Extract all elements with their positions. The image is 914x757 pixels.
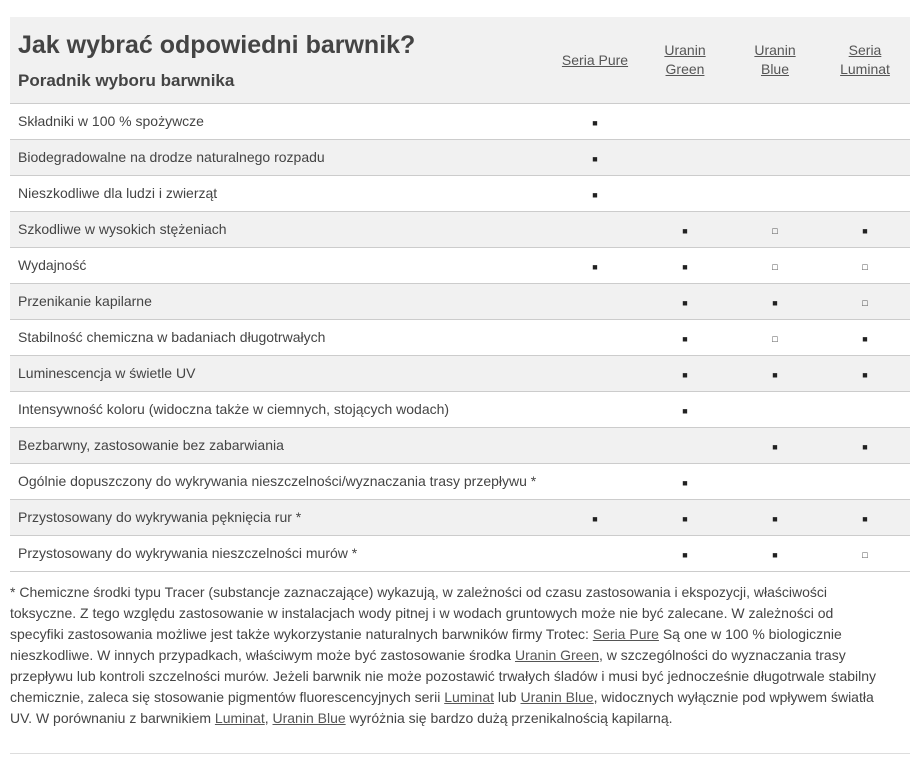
mark: ■ bbox=[772, 370, 778, 380]
mark-cell-uranin-green bbox=[640, 176, 730, 212]
row-label: Wydajność bbox=[10, 248, 550, 284]
mark-cell-seria-pure bbox=[550, 320, 640, 356]
mark: ■ bbox=[592, 262, 598, 272]
mark-cell-uranin-green bbox=[640, 536, 730, 572]
table-row bbox=[10, 500, 910, 536]
column-label-line1: Uranin bbox=[664, 42, 706, 58]
mark-cell-uranin-green bbox=[640, 248, 730, 284]
mark: ■ bbox=[682, 370, 688, 380]
mark-cell-uranin-blue bbox=[730, 500, 820, 536]
mark-cell-uranin-green bbox=[640, 104, 730, 140]
footnote-link-luminat-2[interactable]: Luminat bbox=[214, 710, 265, 726]
row-label: Składniki w 100 % spożywcze bbox=[10, 104, 550, 140]
mark-cell-uranin-green bbox=[640, 320, 730, 356]
row-label: Intensywność koloru (widoczna także w ciemnych, stojących wodach) bbox=[10, 392, 550, 428]
column-label-line1: Seria bbox=[848, 42, 882, 58]
mark: ■ bbox=[682, 550, 688, 560]
column-link-uranin-blue[interactable] bbox=[754, 41, 795, 79]
table-row bbox=[10, 464, 910, 500]
mark-cell-seria-luminat bbox=[820, 176, 910, 212]
mark: ■ bbox=[862, 226, 868, 236]
column-header-uranin-green bbox=[640, 17, 730, 104]
column-label-line2: Blue bbox=[760, 61, 790, 77]
mark-cell-uranin-green bbox=[640, 212, 730, 248]
column-link-uranin-green[interactable] bbox=[664, 41, 705, 79]
mark: ■ bbox=[682, 478, 688, 488]
column-label-line2: Luminat bbox=[840, 61, 890, 77]
mark-cell-uranin-green bbox=[640, 500, 730, 536]
mark: ■ bbox=[682, 406, 688, 416]
column-header-seria-pure bbox=[550, 17, 640, 104]
table-row bbox=[10, 212, 910, 248]
mark-cell-uranin-blue bbox=[730, 536, 820, 572]
footnote bbox=[10, 582, 890, 729]
mark-cell-seria-pure bbox=[550, 176, 640, 212]
mark-cell-seria-pure bbox=[550, 500, 640, 536]
mark-cell-seria-pure bbox=[550, 428, 640, 464]
mark: ■ bbox=[862, 370, 868, 380]
mark: ■ bbox=[682, 334, 688, 344]
mark-cell-uranin-green bbox=[640, 464, 730, 500]
table-body bbox=[10, 104, 910, 572]
mark-cell-uranin-blue bbox=[730, 428, 820, 464]
footnote-link-uranin-blue[interactable]: Uranin Blue bbox=[520, 689, 594, 705]
mark-cell-uranin-blue bbox=[730, 212, 820, 248]
mark: □ bbox=[862, 550, 868, 560]
footnote-link-uranin-green[interactable]: Uranin Green bbox=[514, 647, 600, 663]
column-link-seria-pure[interactable] bbox=[562, 51, 628, 70]
footnote-link-luminat[interactable]: Luminat bbox=[444, 689, 495, 705]
mark-cell-seria-pure bbox=[550, 536, 640, 572]
mark: □ bbox=[862, 298, 868, 308]
mark-cell-seria-luminat bbox=[820, 536, 910, 572]
row-label: Bezbarwny, zastosowanie bez zabarwiania bbox=[10, 428, 550, 464]
mark-cell-uranin-blue bbox=[730, 464, 820, 500]
mark: ■ bbox=[682, 514, 688, 524]
mark-cell-seria-luminat bbox=[820, 140, 910, 176]
mark-cell-seria-luminat bbox=[820, 464, 910, 500]
dye-comparison-table bbox=[10, 17, 910, 572]
table-row bbox=[10, 140, 910, 176]
table-row bbox=[10, 248, 910, 284]
footnote-text: , bbox=[264, 710, 273, 726]
column-label: Seria Pure bbox=[561, 51, 629, 68]
mark-cell-uranin-blue bbox=[730, 392, 820, 428]
mark: □ bbox=[772, 226, 778, 236]
mark-cell-uranin-blue bbox=[730, 248, 820, 284]
mark: □ bbox=[772, 334, 778, 344]
mark-cell-uranin-blue bbox=[730, 104, 820, 140]
column-header-uranin-blue bbox=[730, 17, 820, 104]
row-label: Nieszkodliwe dla ludzi i zwierząt bbox=[10, 176, 550, 212]
mark-cell-uranin-blue bbox=[730, 140, 820, 176]
mark-cell-seria-pure bbox=[550, 392, 640, 428]
mark: ■ bbox=[772, 514, 778, 524]
mark-cell-seria-pure bbox=[550, 248, 640, 284]
column-label-line2: Green bbox=[665, 61, 705, 77]
dye-guide-section bbox=[10, 17, 910, 572]
row-label: Biodegradowalne na drodze naturalnego rozpadu bbox=[10, 140, 550, 176]
mark: □ bbox=[772, 262, 778, 272]
footnote-link-uranin-blue-2[interactable]: Uranin Blue bbox=[272, 710, 346, 726]
mark: ■ bbox=[682, 226, 688, 236]
mark-cell-seria-luminat bbox=[820, 428, 910, 464]
mark-cell-uranin-green bbox=[640, 392, 730, 428]
mark: ■ bbox=[772, 550, 778, 560]
mark-cell-uranin-green bbox=[640, 284, 730, 320]
mark: ■ bbox=[592, 514, 598, 524]
mark: ■ bbox=[772, 298, 778, 308]
row-label: Przenikanie kapilarne bbox=[10, 284, 550, 320]
mark-cell-seria-pure bbox=[550, 356, 640, 392]
mark-cell-seria-luminat bbox=[820, 248, 910, 284]
mark-cell-seria-luminat bbox=[820, 284, 910, 320]
mark: ■ bbox=[862, 442, 868, 452]
bottom-divider bbox=[10, 753, 910, 754]
mark-cell-seria-luminat bbox=[820, 104, 910, 140]
mark-cell-uranin-blue bbox=[730, 356, 820, 392]
mark-cell-seria-luminat bbox=[820, 212, 910, 248]
table-row bbox=[10, 392, 910, 428]
mark: ■ bbox=[592, 154, 598, 164]
table-row bbox=[10, 428, 910, 464]
table-row bbox=[10, 320, 910, 356]
footnote-link-seria-pure[interactable]: Seria Pure bbox=[592, 626, 659, 642]
footnote-text: , widocznych wyłącznie pod wpływem światła UV. W porównaniu z barwnikiem bbox=[10, 689, 874, 726]
mark-cell-uranin-blue bbox=[730, 176, 820, 212]
mark: ■ bbox=[592, 190, 598, 200]
table-title-cell bbox=[10, 17, 550, 104]
mark-cell-seria-pure bbox=[550, 140, 640, 176]
mark: ■ bbox=[682, 262, 688, 272]
table-row bbox=[10, 356, 910, 392]
row-label: Szkodliwe w wysokich stężeniach bbox=[10, 212, 550, 248]
mark-cell-uranin-green bbox=[640, 140, 730, 176]
row-label: Stabilność chemiczna w badaniach długotrwałych bbox=[10, 320, 550, 356]
footnote-text: , w szczególności do wyznaczania trasy przepływu lub kontroli szczelności murów. Jeżeli barwnik nie może pozostawić trwałych śladów i musi być jednocześnie długotrwale stabilny chemicznie, zaleca się stosowanie pigmentów fluorescencyjnych serii bbox=[10, 647, 877, 705]
mark-cell-seria-pure bbox=[550, 104, 640, 140]
footnote-text: wyróżnia się bardzo dużą przenikalnością kapilarną. bbox=[345, 710, 673, 726]
mark-cell-uranin-blue bbox=[730, 320, 820, 356]
mark-cell-seria-luminat bbox=[820, 392, 910, 428]
footnote-text: Są one w 100 % biologicznie nieszkodliwe. W innych przypadkach, właściwym może być zastosowanie środka bbox=[10, 626, 842, 663]
page-title: Jak wybrać odpowiedni barwnik? bbox=[18, 31, 416, 59]
table-header-row bbox=[10, 17, 910, 104]
mark-cell-seria-luminat bbox=[820, 356, 910, 392]
column-label-line1: Uranin bbox=[754, 42, 796, 58]
mark: ■ bbox=[592, 118, 598, 128]
table-row bbox=[10, 536, 910, 572]
footnote-text: * Chemiczne środki typu Tracer (substancje zaznaczające) wykazują, w zależności od czasu zastosowania i ekspozycji, właściwości toksyczne. Z tego względu zastosowanie w instalacjach wody pitnej i w wodach gruntowych może nie być zalecane. W zależności od specyfiki zastosowania możliwe jest także wykorzystanie naturalnych barwników firmy Trotec: bbox=[10, 584, 834, 642]
mark-cell-seria-luminat bbox=[820, 320, 910, 356]
column-header-seria-luminat bbox=[820, 17, 910, 104]
mark-cell-seria-pure bbox=[550, 212, 640, 248]
mark-cell-seria-pure bbox=[550, 464, 640, 500]
row-label: Ogólnie dopuszczony do wykrywania nieszczelności/wyznaczania trasy przepływu * bbox=[10, 464, 550, 500]
mark: ■ bbox=[772, 442, 778, 452]
mark-cell-seria-pure bbox=[550, 284, 640, 320]
row-label: Przystosowany do wykrywania pęknięcia rur * bbox=[10, 500, 550, 536]
table-row bbox=[10, 104, 910, 140]
mark: □ bbox=[862, 262, 868, 272]
mark: ■ bbox=[682, 298, 688, 308]
mark-cell-uranin-blue bbox=[730, 284, 820, 320]
row-label: Przystosowany do wykrywania nieszczelności murów * bbox=[10, 536, 550, 572]
table-row bbox=[10, 284, 910, 320]
column-link-seria-luminat[interactable] bbox=[840, 41, 890, 79]
row-label: Luminescencja w świetle UV bbox=[10, 356, 550, 392]
mark-cell-uranin-green bbox=[640, 356, 730, 392]
mark-cell-seria-luminat bbox=[820, 500, 910, 536]
footnote-text: lub bbox=[494, 689, 521, 705]
mark: ■ bbox=[862, 514, 868, 524]
mark: ■ bbox=[862, 334, 868, 344]
mark-cell-uranin-green bbox=[640, 428, 730, 464]
table-row bbox=[10, 176, 910, 212]
page-subtitle: Poradnik wyboru barwnika bbox=[18, 71, 235, 90]
